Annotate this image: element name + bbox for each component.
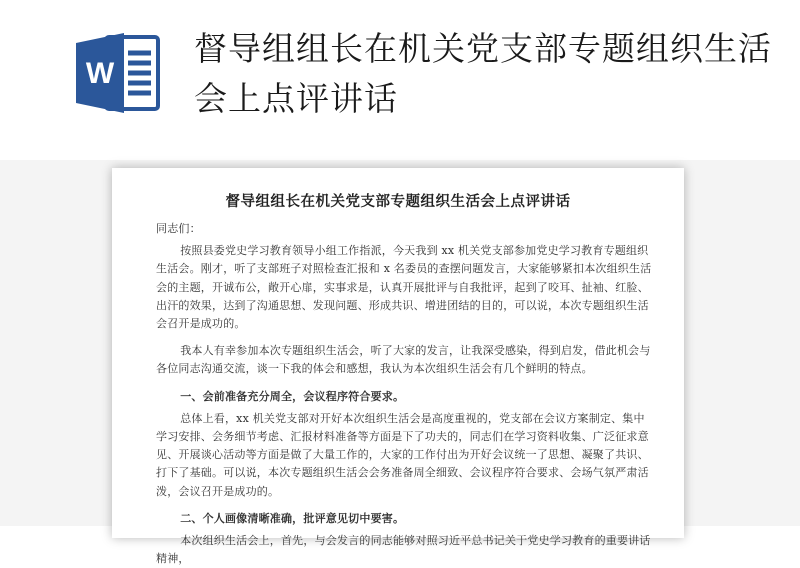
page-title: 督导组组长在机关党支部专题组织生活会上点评讲话: [194, 29, 772, 118]
word-icon-letter: W: [85, 57, 115, 90]
paragraph: 我本人有幸参加本次专题组织生活会，听了大家的发言，让我深受感染，得到启发，借此机会与各位同志沟通交流，谈一下我的体会和感想，我认为本次组织生活会有几个鲜明的特点。: [156, 344, 651, 376]
document-page: [112, 168, 684, 566]
salutation: 同志们：: [156, 222, 201, 235]
section-heading: 二、个人画像清晰准确，批评意见切中要害。: [180, 511, 405, 525]
paragraph: 本次组织生活会上，首先，与会发言的同志能够对照习近平总书记关于党史学习教育的重要讲话精神，: [156, 534, 651, 566]
header: [0, 0, 800, 160]
paragraph: 按照县委党史学习教育领导小组工作指派，今天我到 xx 机关党支部参加党史学习教育专题组织生活会。刚才，听了支部班子对照检查汇报和 x 名委员的查摆问题发言，大家能够紧扣本次组织生活会的主题，开诚布公，敞开心扉，实事求是，认真开展批评与自我批评，起到了咬耳、扯袖、红脸、出汗的效果，达到了沟通思想、发现问题、形成共识、增进团结的目的，可以说，本次专题组织生活会召开是成功的。: [156, 244, 652, 331]
section-heading: 一、会前准备充分周全，会议程序符合要求。: [180, 389, 405, 403]
document-body: [156, 220, 652, 568]
word-document-icon: [76, 33, 166, 113]
document-title: 督导组组长在机关党支部专题组织生活会上点评讲话: [225, 193, 571, 210]
paragraph: 总体上看，xx 机关党支部对开好本次组织生活会是高度重视的，党支部在会议方案制定、集中学习安排、会务细节考虑、汇报材料准备等方面是下了功夫的，同志们在学习资料收集、广泛征求意见、开展谈心活动等方面是做了大量工作的，大家的工作付出为开好会议统一了思想、凝聚了共识、打下了基础。可以说，本次专题组织生活会会务准备周全细致、会议程序符合要求、会场气氛严肃活泼，会议召开是成功的。: [156, 411, 649, 498]
